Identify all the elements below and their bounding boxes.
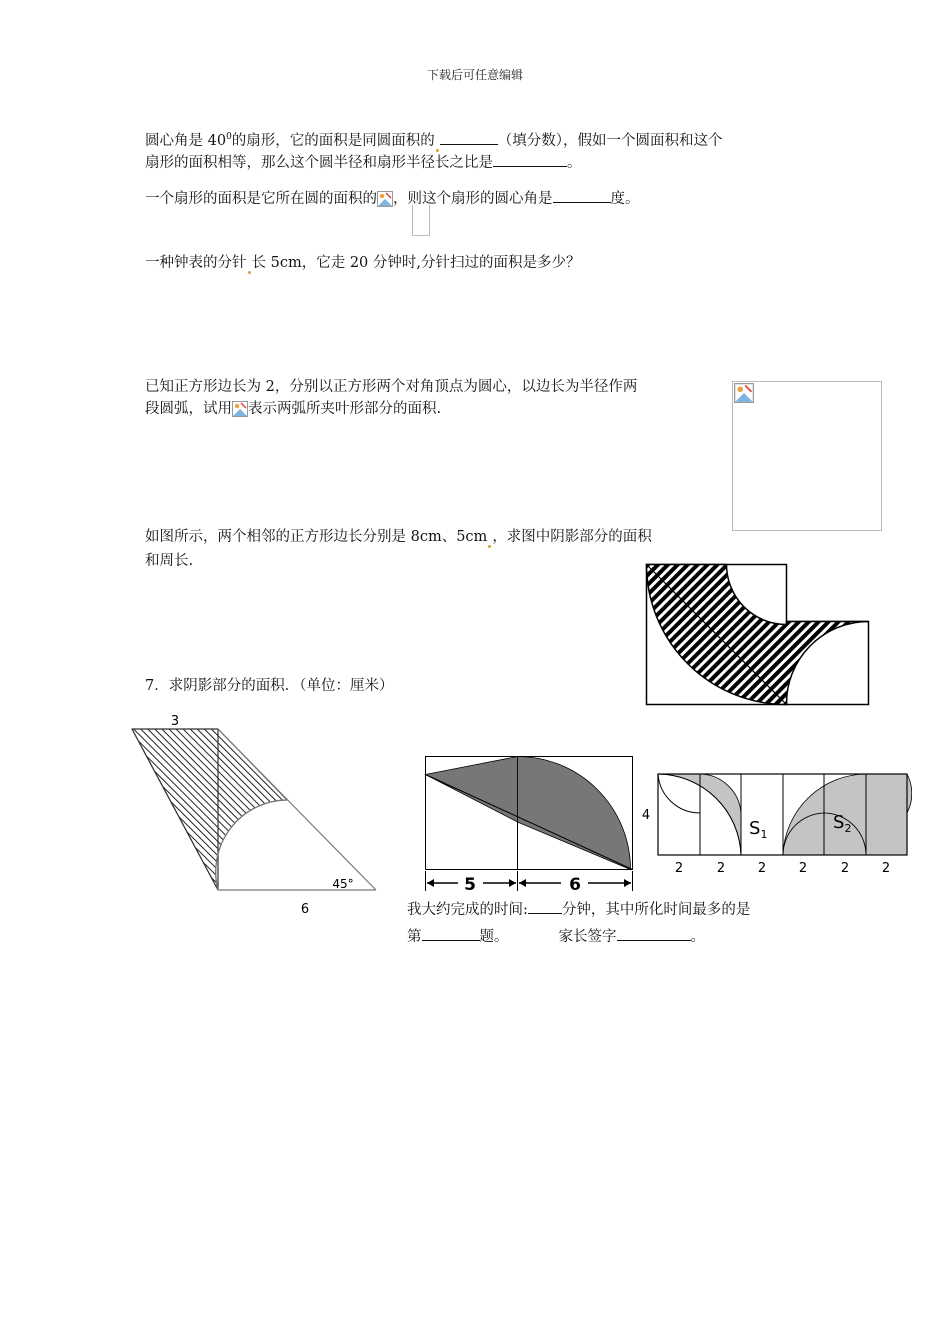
image-placeholder-frame [732,381,882,531]
question-4-line-2 [145,398,441,420]
label-angle-45: 45° [332,877,354,891]
q1-text: （填分数），假如一个圆面积和这个 [497,132,723,149]
anchor-mark [488,545,491,548]
signature-blank[interactable] [617,926,691,941]
bottom-label-2: 2 [716,861,726,876]
label-s1: $S_1$ [749,818,768,841]
bottom-label-2: 2 [840,861,850,876]
question-4-line-1 [145,376,637,398]
q5-text: 如图所示，两个相邻的正方形边长分别是 8cm、5cm [145,529,488,545]
degree-superscript: 0 [226,132,232,142]
minutes-blank[interactable] [528,899,562,914]
label-5: 5 [464,875,476,895]
figure-a-triangle [128,710,380,920]
bottom-label-2: 2 [757,861,767,876]
q3-text: 一种钟表的分针 [145,255,247,271]
answer-blank[interactable] [493,152,567,167]
q4-text: 表示两弧所夹叶形部分的面积. [248,401,442,417]
question-number-blank[interactable] [422,926,480,941]
q3-text: 长 5cm，它走 20 分钟时,分针扫过的面积是多少？ [251,255,581,271]
image-placeholder-frame [412,205,430,236]
label-s2: $S_2$ [833,812,852,835]
q4-text: 已知正方形边长为 2，分别以正方形两个对角顶点为圆心，以边长为半径作两 [145,379,638,395]
question-5-line-2 [145,550,193,572]
anchor-mark [248,271,251,274]
question-3 [145,252,580,274]
question-1-line-2 [145,152,582,174]
question-7-title: 7．求阴影部分的面积．（单位：厘米） [145,678,394,694]
broken-image-icon [377,191,393,207]
q5-text: ，求图中阴影部分的面积 [492,529,652,545]
q1-text: 扇形的面积相等，那么这个圆半径和扇形半径长之比是 [145,155,493,171]
answer-blank[interactable] [553,188,611,203]
q4-text: 段圆弧，试用 [145,401,232,417]
q5-text: 和周长. [145,553,194,569]
q2-text: 一个扇形的面积是它所在圆的面积的 [145,191,377,207]
q1-text: 。 [567,155,582,171]
label-bottom-6: 6 [300,902,310,917]
label-side-4: 4 [641,808,651,823]
label-6: 6 [569,875,581,895]
figure-c-strip [636,768,912,878]
footer-text: 分钟，其中所化时间最多的是 [561,902,751,918]
question-1-line-1 [145,126,723,152]
footer-text: 。 [690,929,705,945]
page-header: 下载后可任意编辑 [426,68,523,82]
broken-image-icon [734,383,754,407]
two-squares-figure [640,560,872,710]
broken-image-icon [232,401,248,417]
q2-text: 度。 [610,191,640,207]
question-5-line-1 [145,526,652,548]
label-top-3: 3 [170,714,180,729]
figure-b-rectangles [418,752,640,896]
q2-text: ，则这个扇形的圆心角是 [393,191,553,207]
footer-line-1 [407,899,750,921]
footer-text: 题。 [479,929,509,945]
bottom-label-2: 2 [881,861,891,876]
q1-text: 圆心角是 40 [145,132,227,149]
bottom-label-2: 2 [674,861,684,876]
footer-text: 第 [407,929,422,945]
footer-text: 家长签字 [558,929,617,945]
q1-text: 的扇形，它的面积是同圆面积的 [231,132,435,149]
footer-text: 我大约完成的时间: [407,902,528,918]
bottom-label-2: 2 [798,861,808,876]
answer-blank[interactable] [440,130,498,145]
footer-line-2 [407,926,705,948]
question-2 [145,188,640,210]
